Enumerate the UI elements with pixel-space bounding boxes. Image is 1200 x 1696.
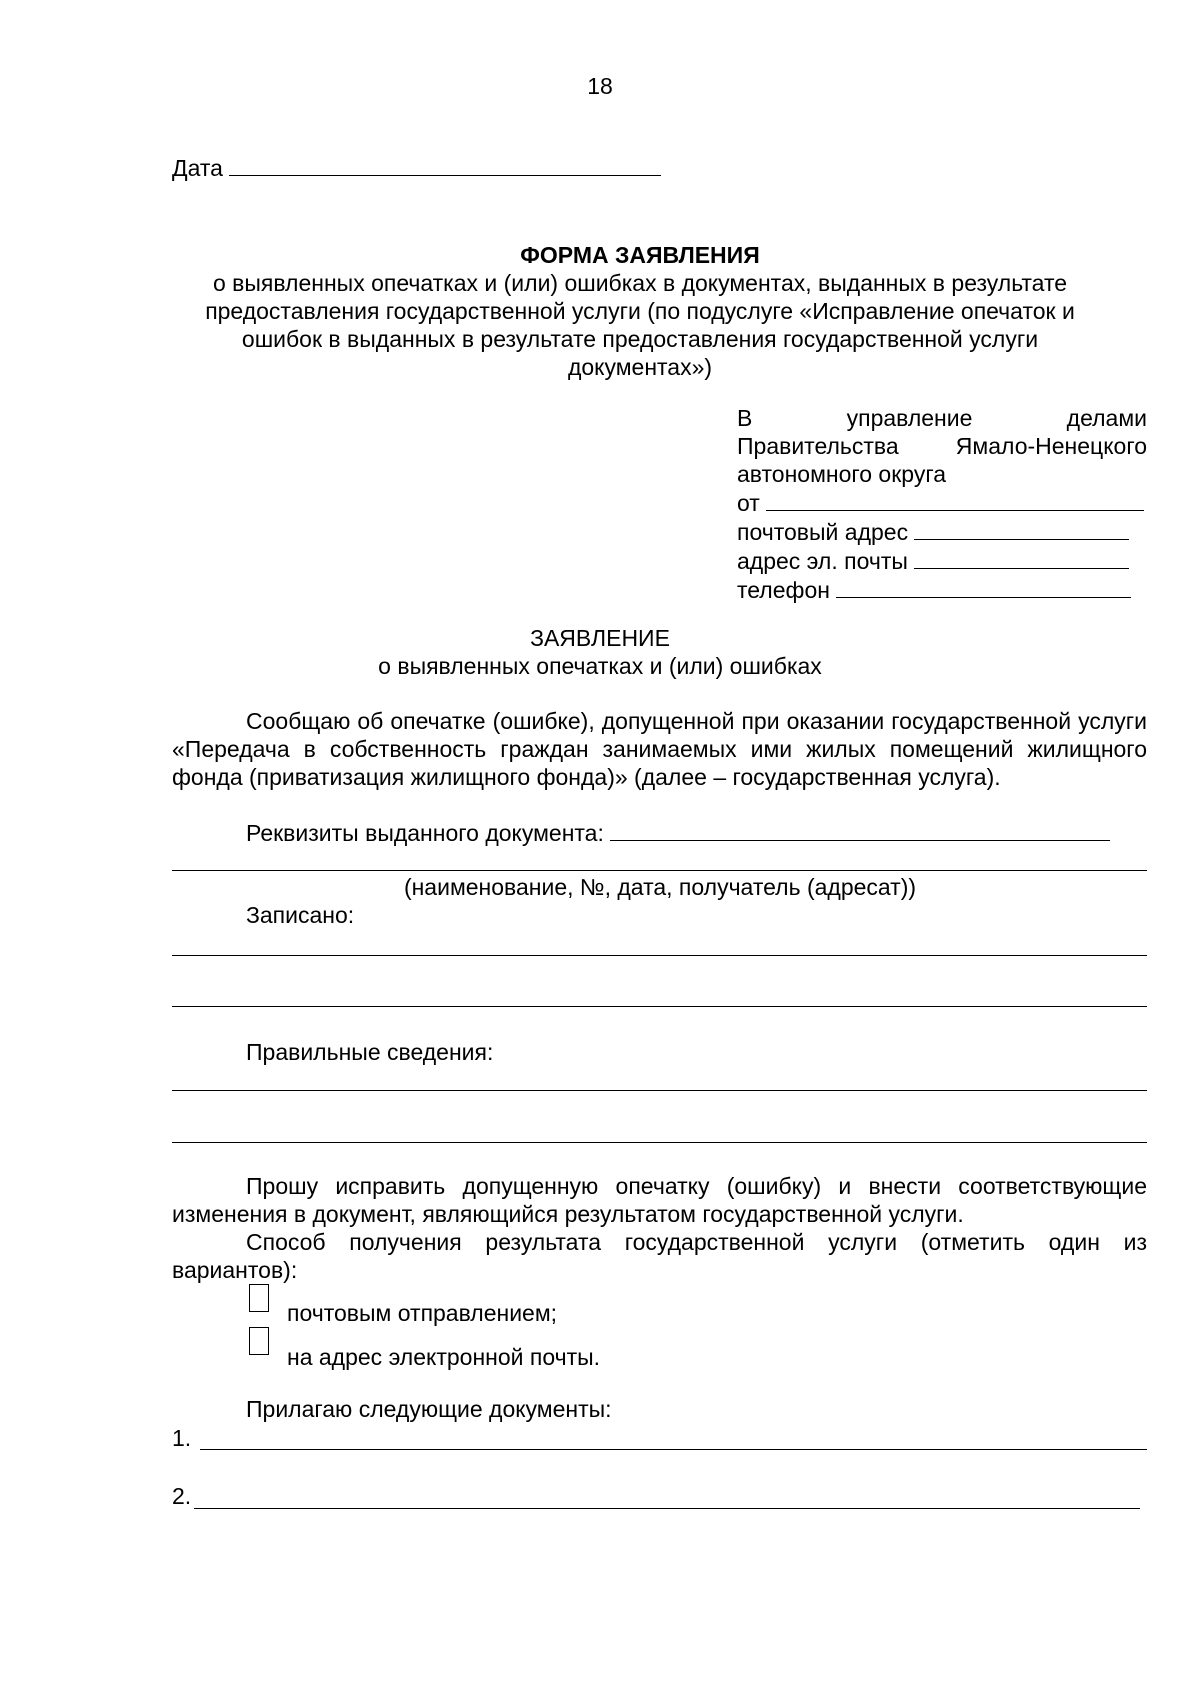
requisites-hint: (наименование, №, дата, получатель (адресат)) (403, 874, 917, 900)
attachment-line[interactable] (194, 1508, 1140, 1509)
application-subtitle: о выявленных опечатках и (или) ошибках (378, 653, 822, 679)
requisites-field (246, 818, 1110, 847)
postal-address-label: почтовый адрес (737, 519, 909, 545)
requisites-blank[interactable] (610, 818, 1110, 841)
date-field (172, 153, 661, 182)
correct-label: Правильные сведения: (246, 1039, 494, 1065)
application-title: ЗАЯВЛЕНИЕ (530, 625, 670, 651)
from-label: от (737, 490, 760, 516)
email-field (737, 546, 1147, 575)
postal-address-blank[interactable] (914, 517, 1129, 540)
email-option-label: на адрес электронной почты. (287, 1344, 601, 1370)
addressee-line: В управление делами (737, 405, 1147, 431)
form-subtitle-line: предоставления государственной услуги (по подуслуге «Исправление опечаток и (205, 298, 1075, 324)
report-paragraph: Сообщаю об опечатке (ошибке), допущенной при оказании государственной услуги «Передача в собственность граждан занимаемых ими жилых помещений жилищного фонда (приватизация жилищного фонда)» (далее – государственная услуга). (172, 708, 1147, 790)
phone-field (737, 575, 1147, 604)
attachment-line[interactable] (200, 1449, 1147, 1450)
email-label: адрес эл. почты (737, 548, 908, 574)
phone-blank[interactable] (836, 575, 1131, 598)
email-option-checkbox[interactable] (249, 1327, 269, 1355)
form-subtitle-line: ошибок в выданных в результате предоставления государственной услуги (241, 326, 1039, 352)
date-blank[interactable] (229, 153, 661, 176)
attach-label: Прилагаю следующие документы: (246, 1396, 612, 1422)
email-blank[interactable] (914, 546, 1129, 569)
date-label: Дата (172, 155, 223, 181)
page-number: 18 (587, 73, 613, 99)
phone-label: телефон (737, 577, 830, 603)
form-subtitle-line: документах») (567, 354, 713, 380)
from-blank[interactable] (766, 488, 1144, 511)
mail-option-label: почтовым отправлением; (287, 1300, 558, 1326)
recorded-label: Записано: (246, 902, 355, 928)
mail-option-checkbox[interactable] (249, 1284, 269, 1312)
requisites-label: Реквизиты выданного документа: (246, 820, 604, 846)
attachment-item-number: 2. (172, 1483, 192, 1509)
request-paragraph: Прошу исправить допущенную опечатку (ошибку) и внести соответствующие изменения в документ, являющийся результатом государственной услуги. (172, 1173, 1147, 1227)
postal-address-field (737, 517, 1147, 546)
addressee-block (737, 404, 1147, 604)
form-subtitle-line: о выявленных опечатках и (или) ошибках в документах, выданных в результате (212, 270, 1068, 296)
correct-line[interactable] (172, 1090, 1147, 1091)
recorded-line[interactable] (172, 1006, 1147, 1007)
requisites-line[interactable] (172, 870, 1147, 871)
recorded-line[interactable] (172, 955, 1147, 956)
form-header (190, 241, 1090, 381)
correct-line[interactable] (172, 1142, 1147, 1143)
from-field (737, 488, 1147, 517)
method-paragraph: Способ получения результата государственной услуги (отметить один из вариантов): (172, 1229, 1147, 1283)
addressee-line: автономного округа (737, 461, 946, 487)
addressee-line: Правительства Ямало-Ненецкого (737, 433, 1147, 459)
attachment-item-number: 1. (172, 1425, 192, 1451)
form-title: ФОРМА ЗАЯВЛЕНИЯ (520, 242, 760, 268)
